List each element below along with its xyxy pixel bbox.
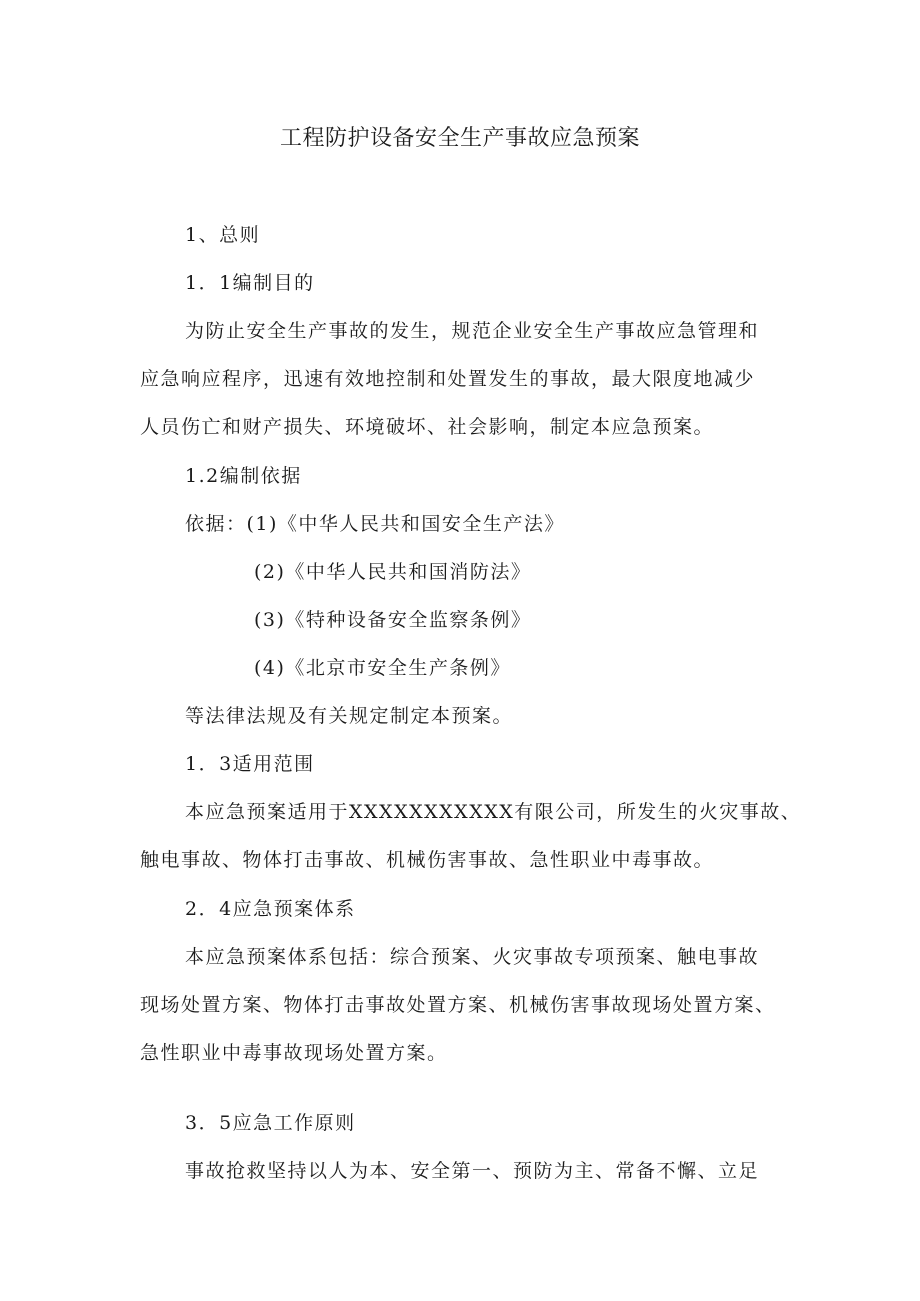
basis-item: (4)《北京市安全生产条例》 xyxy=(254,657,511,679)
heading-principles: 3．5应急工作原则 xyxy=(185,1112,356,1134)
paragraph-line: 人员伤亡和财产损失、环境破坏、社会影响，制定本应急预案。 xyxy=(140,416,715,438)
heading-general: 1、总则 xyxy=(185,224,261,246)
paragraph-line: 触电事故、物体打击事故、机械伤害事故、急性职业中毒事故。 xyxy=(140,849,715,871)
heading-purpose: 1．1编制目的 xyxy=(185,272,315,294)
paragraph-line: 等法律法规及有关规定制定本预案。 xyxy=(185,705,514,727)
basis-item: (3)《特种设备安全监察条例》 xyxy=(254,609,532,631)
paragraph-line: 为防止安全生产事故的发生，规范企业安全生产事故应急管理和 xyxy=(185,320,760,342)
paragraph-line: 应急响应程序，迅速有效地控制和处置发生的事故，最大限度地减少 xyxy=(140,368,756,390)
basis-item: (2)《中华人民共和国消防法》 xyxy=(254,561,532,583)
paragraph-line: 本应急预案适用于XXXXXXXXXXX有限公司，所发生的火灾事故、 xyxy=(185,801,802,823)
basis-item: 依据：(1)《中华人民共和国安全生产法》 xyxy=(185,513,565,535)
document-title: 工程防护设备安全生产事故应急预案 xyxy=(279,126,640,151)
paragraph-line: 本应急预案体系包括：综合预案、火灾事故专项预案、触电事故 xyxy=(185,946,760,968)
heading-scope: 1．3适用范围 xyxy=(185,753,315,775)
paragraph-line: 急性职业中毒事故现场处置方案。 xyxy=(140,1042,448,1064)
paragraph-line: 事故抢救坚持以人为本、安全第一、预防为主、常备不懈、立足 xyxy=(185,1160,760,1182)
heading-basis: 1.2编制依据 xyxy=(185,465,302,487)
heading-system: 2．4应急预案体系 xyxy=(185,898,356,920)
paragraph-line: 现场处置方案、物体打击事故处置方案、机械伤害事故现场处置方案、 xyxy=(140,994,776,1016)
